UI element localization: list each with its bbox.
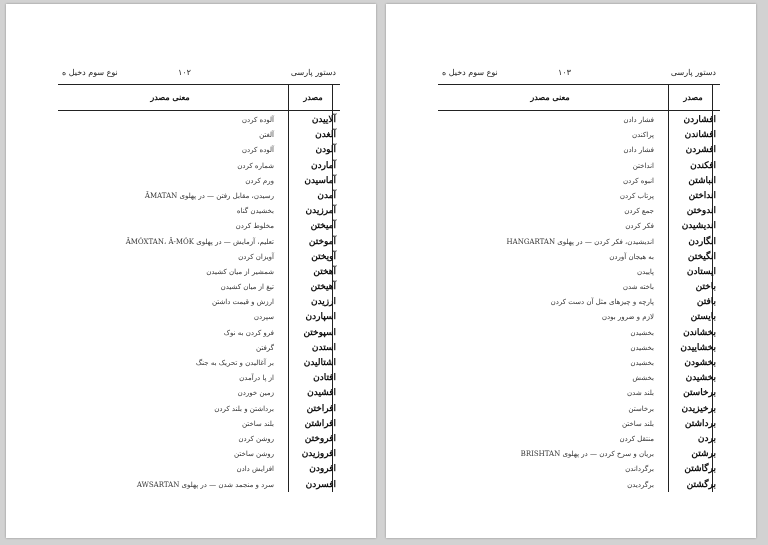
entry-word: افشاندن <box>684 130 716 141</box>
entry-row <box>438 433 720 448</box>
entry-row <box>438 403 720 418</box>
entry-meaning: پراکندن <box>631 131 654 140</box>
entry-word: برگاشتن <box>684 464 716 475</box>
header-section-label: نوع سوم دخیل ه <box>62 68 118 77</box>
column-header-row <box>58 84 340 111</box>
entry-row <box>58 463 340 478</box>
entry-word: بافتن <box>696 297 716 308</box>
entry-row <box>438 266 720 281</box>
entry-meaning: مخلوط کردن <box>235 222 274 231</box>
entry-word: افشردن <box>685 145 716 156</box>
entry-word: آموختن <box>308 236 336 247</box>
entry-meaning: شمشیر از میان کشیدن <box>206 267 274 276</box>
entry-word: آلاییدن <box>311 115 336 125</box>
entry-meaning: آلوده کردن <box>241 146 274 155</box>
entry-word: افشیدن <box>307 388 336 399</box>
entry-word: ارزیدن <box>310 297 336 308</box>
entry-meaning: آلغتن <box>259 131 274 140</box>
entry-meaning: سرد و منجمد شدن — در پهلوی AWSARTAN <box>136 480 274 489</box>
entry-word: استدن <box>311 342 336 353</box>
entry-row <box>438 251 720 266</box>
entry-row <box>438 144 720 159</box>
entry-word: افراختن <box>306 403 336 414</box>
entry-row <box>438 190 720 205</box>
entry-row <box>438 479 720 494</box>
entry-meaning: رسیدن، مقابل رفتن — در پهلوی ÂMATAN <box>144 191 274 200</box>
entry-word: برشتن <box>691 449 716 460</box>
entry-row <box>58 266 340 281</box>
entry-word: افراشتن <box>304 418 336 429</box>
entry-row <box>58 418 340 433</box>
entry-row <box>438 327 720 342</box>
entry-row <box>58 220 340 235</box>
entry-meaning: از پا درآمدن <box>239 374 274 383</box>
right-page <box>386 4 756 538</box>
entry-meaning: فشار دادن <box>623 116 654 124</box>
entry-word: اندوختن <box>686 206 716 217</box>
entry-word: افروزیدن <box>301 449 336 460</box>
entry-meaning: بخشیدن <box>630 328 654 337</box>
entry-meaning: گرفتن <box>256 343 274 352</box>
entry-meaning: ورم کردن <box>245 176 274 185</box>
entry-meaning: فشار دادن <box>623 146 654 155</box>
entry-word: انداختن <box>688 190 716 201</box>
entry-list <box>438 114 720 494</box>
entry-word: آویختن <box>311 251 336 262</box>
entry-row <box>58 372 340 387</box>
entry-row <box>438 448 720 463</box>
entry-meaning: بخشیدن گناه <box>236 207 274 216</box>
entry-row <box>58 296 340 311</box>
entry-word: آمرزیدن <box>305 206 336 217</box>
entry-meaning: برداشتن و بلند کردن <box>214 404 274 413</box>
entry-meaning: ارزش و قیمت داشتن <box>211 298 274 307</box>
entry-word: آماسیدن <box>304 175 336 186</box>
entry-meaning: روشن کردن <box>238 434 274 443</box>
entry-meaning: افزایش دادن <box>236 465 274 474</box>
entry-meaning: سپردن <box>253 313 274 322</box>
entry-row <box>58 448 340 463</box>
entry-row <box>58 433 340 448</box>
entry-row <box>58 175 340 190</box>
entry-word: آمیختن <box>310 221 336 232</box>
entry-word: ایستادن <box>686 266 716 277</box>
entry-row <box>438 463 720 478</box>
entry-row <box>58 479 340 494</box>
entry-row <box>58 327 340 342</box>
entry-row <box>438 129 720 144</box>
entry-meaning: بلند ساختن <box>621 419 654 428</box>
entry-row <box>58 160 340 175</box>
column-header-word: مصدر <box>303 92 323 102</box>
entry-row <box>438 296 720 311</box>
entry-word: اشتالیدن <box>303 358 336 368</box>
entry-row <box>438 160 720 175</box>
entry-word: افرودن <box>309 464 336 475</box>
entry-word: آهیختن <box>310 282 336 293</box>
entry-word: انگاردن <box>688 236 716 247</box>
entry-meaning: شماره کردن <box>237 161 274 170</box>
entry-row <box>438 387 720 402</box>
entry-row <box>58 129 340 144</box>
header-section-label: نوع سوم دخیل ه <box>442 68 498 77</box>
entry-meaning: پرتاب کردن <box>619 191 654 200</box>
entry-word: آلودن <box>315 145 336 156</box>
entry-word: آلغدن <box>315 130 336 141</box>
entry-word: بخشیدن <box>685 373 716 384</box>
entry-meaning: منتقل کردن <box>619 434 654 443</box>
entry-word: برخیزیدن <box>681 403 716 414</box>
entry-row <box>438 114 720 129</box>
running-head <box>438 62 720 85</box>
entry-word: آماردن <box>310 160 336 171</box>
left-page <box>6 4 376 538</box>
entry-row <box>438 418 720 433</box>
entry-word: افکندن <box>690 160 716 171</box>
entry-meaning: انداختن <box>632 161 654 170</box>
entry-row <box>58 311 340 326</box>
entry-meaning: برگردیدن <box>627 480 654 489</box>
entry-row <box>58 251 340 266</box>
entry-meaning: باخته شدن <box>622 283 654 292</box>
entry-meaning: زمین خوردن <box>237 389 274 398</box>
entry-row <box>58 342 340 357</box>
column-header-row <box>438 84 720 111</box>
header-book-title: دستور پارسی <box>670 68 716 77</box>
entry-row <box>438 372 720 387</box>
entry-row <box>58 114 340 129</box>
entry-word: افسردن <box>305 479 336 490</box>
entry-row <box>58 387 340 402</box>
entry-word: انباشتن <box>688 175 716 186</box>
entry-meaning: بخشش <box>632 374 654 383</box>
entry-meaning: بلند ساختن <box>241 419 274 428</box>
entry-meaning: آلوده کردن <box>241 116 274 124</box>
entry-word: انگیختن <box>687 251 716 262</box>
entry-row <box>438 205 720 220</box>
running-head <box>58 62 340 85</box>
entry-word: بایستن <box>690 312 716 323</box>
entry-word: بخشودن <box>684 358 716 368</box>
page-number: ۱۰۲ <box>178 68 191 77</box>
entry-word: بخشاییدن <box>680 342 716 353</box>
entry-meaning: انبوه کردن <box>623 176 654 185</box>
entry-meaning: تعلیم، آزمایش — در پهلوی ÂMÓXTAN، Â-MÓK <box>125 237 274 246</box>
entry-word: افشاردن <box>683 115 716 125</box>
entry-meaning: برگرداندن <box>625 465 654 474</box>
entry-row <box>438 236 720 251</box>
entry-row <box>58 281 340 296</box>
entry-meaning: اندیشیدن، فکر کردن — در پهلوی HANGARTAN <box>506 237 654 246</box>
entry-word: بخشاندن <box>683 327 716 338</box>
entry-row <box>58 144 340 159</box>
entry-row <box>58 357 340 372</box>
header-book-title: دستور پارسی <box>290 68 336 77</box>
entry-meaning: برخاستن <box>628 404 654 413</box>
entry-meaning: بریان و سرخ کردن — در پهلوی BRISHTAN <box>520 450 654 459</box>
entry-word: افتادن <box>313 373 336 384</box>
entry-meaning: بلند شدن <box>627 389 654 398</box>
entry-meaning: جمع کردن <box>624 207 654 216</box>
entry-word: بردن <box>697 433 716 444</box>
entry-meaning: بخشیدن <box>630 343 654 352</box>
entry-word: اسپاردن <box>305 312 336 323</box>
entry-word: آهختن <box>313 266 336 277</box>
entry-row <box>438 281 720 296</box>
entry-meaning: پارچه و چیزهای مثل آن دست کردن <box>550 298 654 307</box>
entry-meaning: بر آغالیدن و تحریک به جنگ <box>195 359 274 367</box>
entry-meaning: لازم و ضرور بودن <box>601 313 654 322</box>
entry-meaning: آویزان کردن <box>238 252 274 261</box>
entry-row <box>438 220 720 235</box>
page-number: ۱۰۳ <box>558 68 571 77</box>
entry-row <box>58 190 340 205</box>
entry-word: برخاستن <box>683 388 716 399</box>
entry-meaning: فرو کردن به نوک <box>223 328 274 337</box>
entry-meaning: پاییدن <box>637 267 654 276</box>
entry-word: باختن <box>695 282 716 293</box>
entry-meaning: به هیجان آوردن <box>609 252 654 261</box>
entry-word: برداشتن <box>684 418 716 429</box>
entry-word: اسپوختن <box>303 327 336 338</box>
entry-word: اندیشیدن <box>681 221 716 232</box>
entry-word: آمدن <box>317 190 336 201</box>
entry-row <box>438 342 720 357</box>
column-header-word: مصدر <box>683 92 703 102</box>
entry-meaning: روشن ساختن <box>234 450 274 459</box>
entry-row <box>438 311 720 326</box>
entry-word: برگشتن <box>686 479 716 490</box>
column-header-meaning: معنی مصدر <box>530 92 570 102</box>
entry-meaning: بخشیدن <box>630 359 654 367</box>
entry-row <box>438 175 720 190</box>
entry-word: افروختن <box>304 433 336 444</box>
entry-row <box>58 403 340 418</box>
entry-meaning: فکر کردن <box>625 222 654 231</box>
column-header-meaning: معنی مصدر <box>150 92 190 102</box>
entry-row <box>58 205 340 220</box>
entry-row <box>58 236 340 251</box>
entry-row <box>438 357 720 372</box>
entry-meaning: تیغ از میان کشیدن <box>220 283 274 292</box>
entry-list <box>58 114 340 494</box>
